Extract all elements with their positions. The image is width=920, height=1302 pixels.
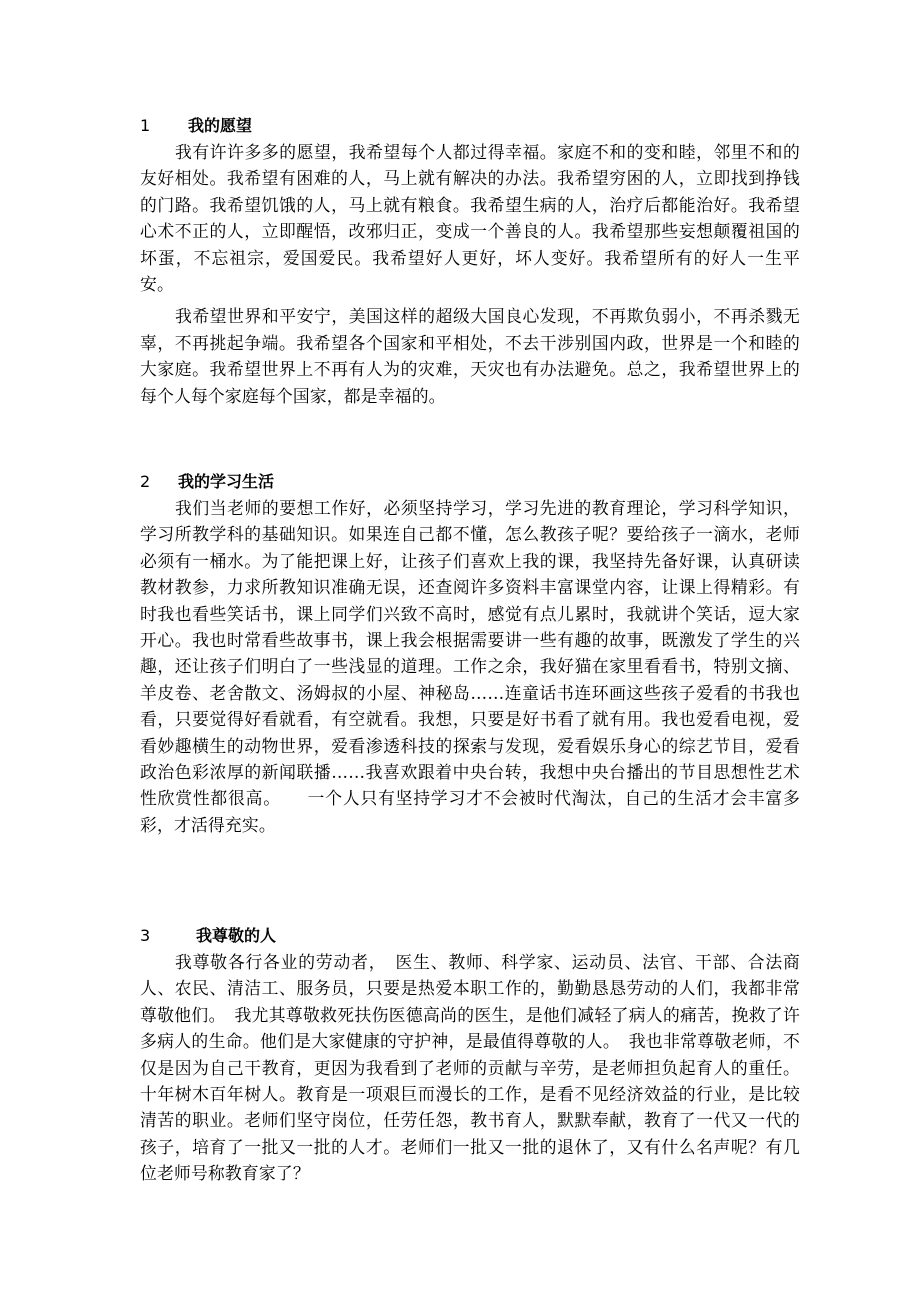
section-title: 我尊敬的人 (196, 926, 277, 945)
paragraph: 我希望世界和平安宁，美国这样的超级大国良心发现，不再欺负弱小，不再杀戮无辜，不再挑起争端。我希望各个国家和平相处，不去干涉别国内政，世界是一个和睦的大家庭。我希望世界上不再有人为的灾难，天灾也有办法避免。总之，我希望世界上的每个人每个家庭每个国家，都是幸福的。 (140, 306, 800, 406)
section-my-study-life (140, 469, 800, 838)
paragraph: 我尊敬各行各业的劳动者， 医生、教师、科学家、运动员、法官、干部、合法商人、农民、清洁工、服务员，只要是热爱本职工作的，勤勤恳恳劳动的人们，我都非常尊敬他们。 我尤其尊敬救死扶伤医德高尚的医生，是他们减轻了病人的痛苦，挽救了许多病人的生命。他们是大家健康的守护神，是最值得尊敬的人。 我也非常尊敬老师，不仅是因为自己干教育，更因为我看到了老师的贡献与辛劳，是老师担负起育人的重任。十年树木百年树人。教育是一项艰巨而漫长的工作，是看不见经济效益的行业，是比较清苦的职业。老师们坚守岗位，任劳任怨，教书育人，默默奉献，教育了一代又一代的孩子，培育了一批又一批的人才。老师们一批又一批的退休了，又有什么名声呢？有几位老师号称教育家了？ (140, 952, 800, 1184)
section-title: 我的愿望 (188, 116, 253, 135)
section-number: 3 (140, 926, 151, 945)
section-number: 2 (140, 472, 151, 491)
section-heading (140, 469, 800, 495)
section-heading (140, 923, 800, 949)
section-my-wish (140, 113, 800, 409)
section-heading (140, 113, 800, 139)
paragraph: 我有许许多多的愿望，我希望每个人都过得幸福。家庭不和的变和睦，邻里不和的友好相处。我希望有困难的人，马上就有解决的办法。我希望穷困的人，立即找到挣钱的门路。我希望饥饿的人，马上就有粮食。我希望生病的人，治疗后都能治好。我希望心术不正的人，立即醒悟，改邪归正，变成一个善良的人。我希望那些妄想颠覆祖国的坏蛋，不忘祖宗，爱国爱民。我希望好人更好，坏人变好。我希望所有的好人一生平安。 (140, 142, 800, 295)
section-number: 1 (140, 116, 151, 135)
paragraph: 我们当老师的要想工作好，必须坚持学习，学习先进的教育理论，学习科学知识，学习所教学科的基础知识。如果连自己都不懂，怎么教孩子呢？要给孩子一滴水，老师必须有一桶水。为了能把课上好，让孩子们喜欢上我的课，我坚持先备好课，认真研读教材教参，力求所教知识准确无误，还查阅许多资料丰富课堂内容，让课上得精彩。有时我也看些笑话书，课上同学们兴致不高时，感觉有点儿累时，我就讲个笑话，逗大家开心。我也时常看些故事书，课上我会根据需要讲一些有趣的故事，既激发了学生的兴趣，还让孩子们明白了一些浅显的道理。工作之余，我好猫在家里看看书，特别文摘、羊皮卷、老舍散文、汤姆叔的小屋、神秘岛……连童话书连环画这些孩子爱看的书我也看，只要觉得好看就看，有空就看。我想，只要是好书看了就有用。我也爱看电视，爱看妙趣横生的动物世界，爱看渗透科技的探索与发现，爱看娱乐身心的综艺节目，爱看政治色彩浓厚的新闻联播……我喜欢跟着中央台转，我想中央台播出的节目思想性艺术性欣赏性都很高。 一个人只有坚持学习才不会被时代淘汰，自己的生活才会丰富多彩，才活得充实。 (140, 498, 800, 835)
section-people-i-respect (140, 923, 800, 1187)
section-title: 我的学习生活 (178, 472, 275, 491)
